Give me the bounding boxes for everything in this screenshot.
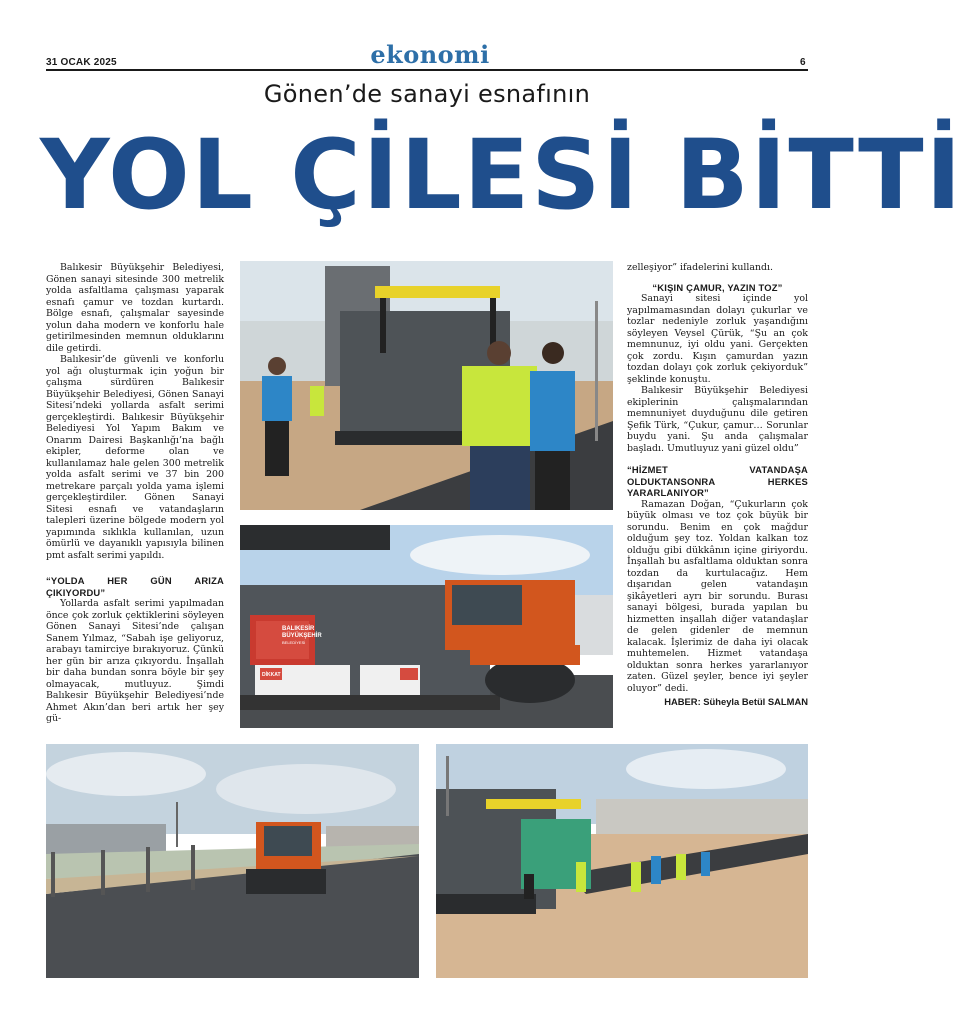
page-number: 6 xyxy=(800,57,806,68)
article-column-right xyxy=(627,262,808,708)
paragraph: Sanayi sitesi içinde yol yapılmamasından dolayı çukurlar ve tozlar nedeniyle zorluk yaşandığını söyleyen Veysel Çürük, “Şu an çok memnunuz, iyi oldu yani. Gerçekten çok zordu. Kışın çamurdan yazın tozdan dolayı çok zorluk çekiyorduk” şeklinde konuştu. xyxy=(627,293,808,385)
paragraph: Balıkesir’de güvenli ve konforlu yol ağı oluşturmak için yoğun bir çalışma sürdüren Balıkesir Büyükşehir Belediyesi, Gönen Sanayi Sitesi’ndeki yollarda asfalt serimi gerçekleştirdi. Balıkesir Büyükşehir Belediyesi Yol Yapım Bakım ve Onarım Dairesi Başkanlığı’na bağlı ekipler, deforme olan ve kullanılamaz hale gelen 300 metrelik yolda asfalt serimi ve 37 bin 200 metrekare parçalı yolda yama işlemi gerçekleştirdiler. Gönen Sanayi Sitesi esnafı ve vatandaşların talepleri üzerine bölgede modern yol yapımında sıklıkla kullanılan, uzun ömürlü ve dayanıklı yapısıyla bilinen pmt asfalt serimi yapıldı. xyxy=(46,354,224,561)
section-name-suffix: nomi xyxy=(419,40,490,69)
warning-sign-text: DİKKAT xyxy=(262,672,281,678)
photo-paver-gravel xyxy=(436,744,808,978)
subheading: “YOLDA HER GÜN ARIZA ÇIKIYORDU” xyxy=(46,575,224,598)
photo-roller-road xyxy=(46,744,419,978)
photo-paver-workers xyxy=(240,261,613,510)
paragraph: Balıkesir Büyükşehir Belediyesi ekiplerinin çalışmalarından memnuniyet duyduğunu dile getiren Şefik Türk, “Çukur, çamur… Sorunlar buydu yani. Şu anda çalışmalar başladı. Umutluyuz yani güzel oldu” xyxy=(627,385,808,454)
byline: HABER: Süheyla Betül SALMAN xyxy=(664,696,808,707)
article-kicker: Gönen’de sanayi esnafının xyxy=(263,80,591,108)
issue-date: 31 OCAK 2025 xyxy=(46,57,117,68)
masthead-rule xyxy=(46,69,808,71)
article-column-left xyxy=(46,262,224,725)
paragraph: zelleşiyor” ifadelerini kullandı. xyxy=(627,262,774,273)
section-name xyxy=(360,40,500,69)
paragraph: Ramazan Doğan, “Çukurların çok büyük olması ve toz çok büyük bir sorundu. Benim en çok mağdur olduğum şey toz. Yoldan kalkan toz olduğu gibi dükkânın içine giriyordu. İnşallah bu asfaltlama olduktan sonra tozdan da kurtulacağız. Hem dışarıdan gelen vatandaşın şikâyetleri ayrı bir sorundu. Burası sanayi bölgesi, burada yapılan bu hizmetten inşallah diğer vatandaşlar de gelen gidenler de memnun kalacak. İşlerimiz de daha iyi olacak muhtemelen. Hizmet vatandaşa olduktan sonra herkes yararlanıyor zaten. Güzel şeyler, bence iyi şeyler oluyor” dedi. xyxy=(627,498,808,694)
sign-text-line1: BALIKESİR xyxy=(282,626,315,632)
paragraph: Balıkesir Büyükşehir Belediyesi, Gönen sanayi sitesinde 300 metrelik yolda asfaltlama çalışması yaparak esnafı çamur ve tozdan kurtardı. Bölge esnafı, çalışmalar sayesinde yolun daha modern ve konforlu hale getirilmesinden memnun olduklarını dile getirdi. xyxy=(46,262,224,354)
sign-text-line2: BÜYÜKŞEHİR xyxy=(282,633,322,639)
sign-text-line3: BELEDİYESİ xyxy=(282,640,306,645)
subheading: “HİZMET VATANDAŞA OLDUKTANSONRA HERKES YARARLANIYOR” xyxy=(627,464,808,498)
photo-paver-roller xyxy=(240,525,613,728)
subheading: “KIŞIN ÇAMUR, YAZIN TOZ” xyxy=(652,281,783,293)
article-headline: YOL ÇİLESİ BİTTİ xyxy=(40,119,963,231)
paragraph: Yollarda asfalt serimi yapılmadan önce çok zorluk çektiklerini söyleyen Gönen Sanayi Sitesi’nde çalışan Sanem Yılmaz, “Sabah işe geliyoruz, arabayı tamirciye bırakıyoruz. Çünkü her gün bir arıza çıkıyordu. İnşallah bir daha bundan sonra böyle bir şey olmayacak, mutluyuz. Şimdi Balıkesir Büyükşehir Belediyesi’nde Ahmet Akın’dan beri artık her şey gü- xyxy=(46,598,224,724)
section-name-prefix: eko xyxy=(370,40,420,69)
